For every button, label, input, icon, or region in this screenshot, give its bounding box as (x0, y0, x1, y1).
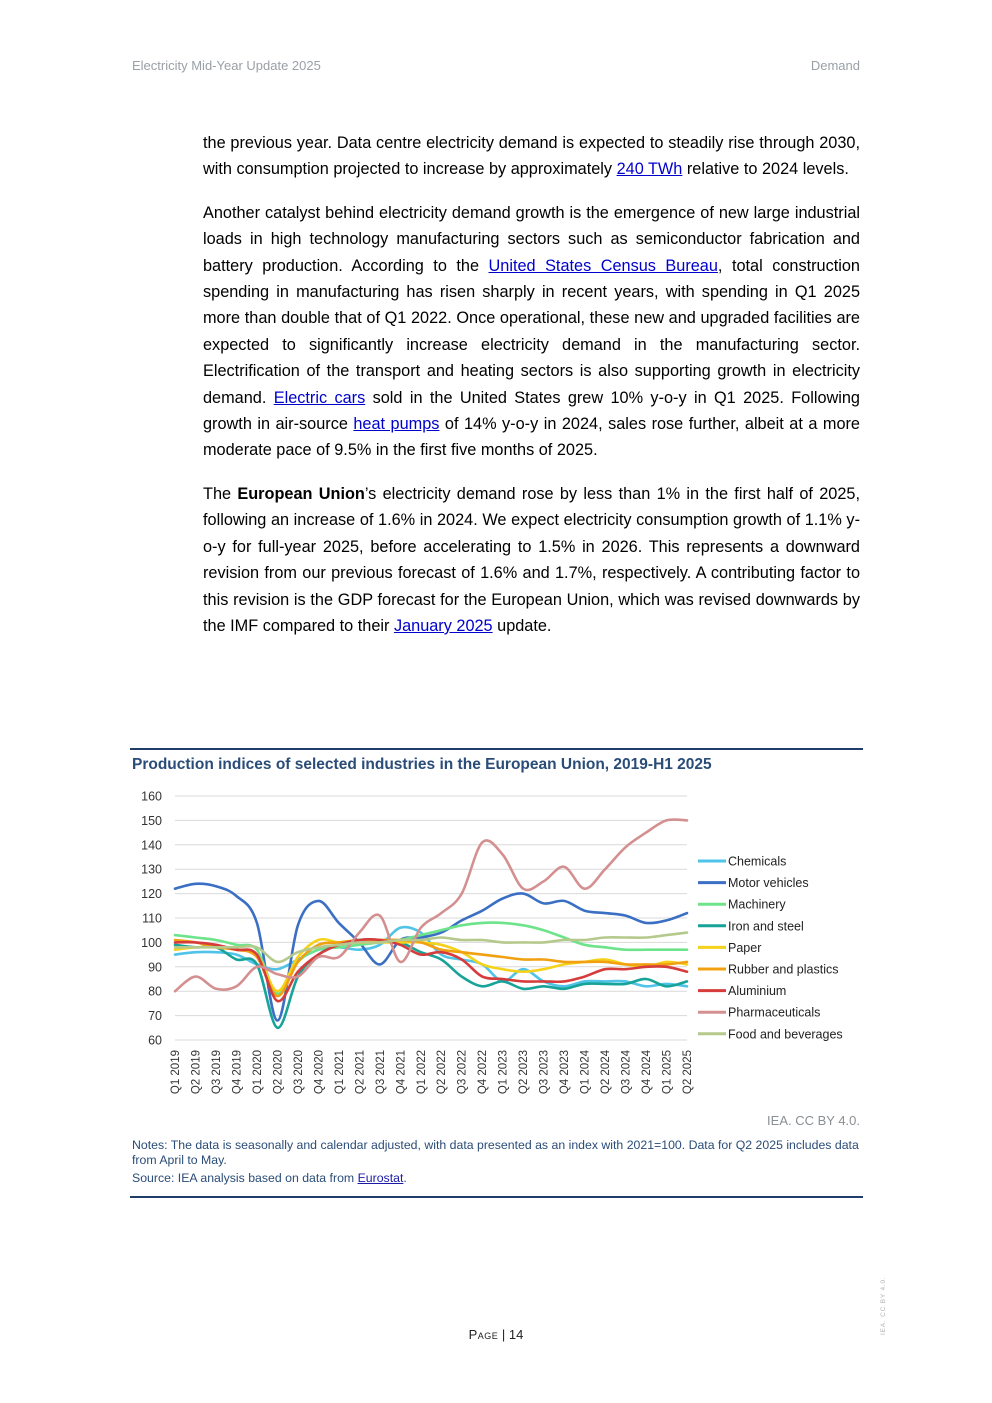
x-tick-label: Q1 2019 (170, 1050, 182, 1095)
x-tick-label: Q1 2021 (333, 1050, 346, 1095)
x-tick-label: Q2 2021 (354, 1050, 367, 1095)
figure-top-rule (130, 748, 863, 750)
legend-label: Aluminium (728, 984, 787, 999)
x-tick-label: Q3 2022 (456, 1050, 469, 1095)
source-prefix: Source: IEA analysis based on data from (132, 1171, 358, 1185)
side-license-text: IEA. CC BY 4.0. (880, 1276, 887, 1335)
link-electric-cars[interactable]: Electric cars (273, 388, 366, 407)
x-tick-label: Q4 2019 (231, 1050, 244, 1095)
legend-label: Rubber and plastics (728, 962, 839, 977)
text-run: , total construction spending in manufacturing has risen sharply in recent years, with spending in Q1 2025 more than double that of Q1 2022. Once operational, these new and upgraded facilities are expected to significantly increase electricity demand in the manufacturing sector. Electrification of the transport and heating sectors is also supporting growth in electricity demand. (203, 256, 860, 407)
link-census-bureau[interactable]: United States Census Bureau (488, 256, 718, 275)
link-240-twh[interactable]: 240 TWh (616, 160, 683, 179)
text-run: the previous year. Data centre electricity demand is expected to steadily rise through 2030, with consumption projected to increase by approximately (203, 134, 860, 179)
x-tick-label: Q1 2025 (661, 1050, 674, 1095)
y-tick-label: 130 (141, 862, 162, 877)
x-tick-label: Q2 2025 (682, 1050, 694, 1095)
y-tick-label: 150 (141, 813, 162, 828)
paragraph-2 (203, 200, 860, 464)
page-separator: | (498, 1327, 509, 1342)
legend-label: Food and beverages (728, 1027, 843, 1042)
production-indices-chart (130, 784, 863, 1109)
legend-label: Machinery (728, 897, 786, 912)
text-run: ’s electricity demand rose by less than 1% in the first half of 2025, following an increase of 1.6% in 2024. We expect electricity consumption growth of 1.1% y-o-y for full-year 2025, before accelerating to 1.5% in 2026. This represents a downward revision from our previous forecast of 1.6% and 1.7%, respectively. A contributing factor to this revision is the GDP forecast for the European Union, which was revised downwards by the IMF compared to their (203, 484, 860, 635)
x-tick-label: Q3 2019 (210, 1050, 223, 1095)
text-run: relative to 2024 levels. (682, 160, 849, 179)
page-number-value: 14 (508, 1327, 524, 1342)
figure-notes (132, 1138, 860, 1189)
page-label: Page (468, 1327, 499, 1342)
page-number (0, 1327, 992, 1342)
figure-title: Production indices of selected industries in the European Union, 2019-H1 2025 (132, 756, 712, 773)
y-tick-label: 120 (141, 887, 162, 902)
paragraph-1 (203, 130, 860, 183)
x-tick-label: Q4 2023 (559, 1050, 572, 1095)
link-eurostat[interactable]: Eurostat (357, 1171, 404, 1185)
x-tick-label: Q2 2024 (600, 1050, 613, 1095)
y-tick-label: 160 (141, 789, 162, 804)
paragraph-3 (203, 481, 860, 639)
x-tick-label: Q3 2020 (292, 1050, 305, 1095)
x-tick-label: Q1 2020 (251, 1050, 264, 1095)
notes-text: Notes: The data is seasonally and calendar adjusted, with data presented as an index with 2021=100. Data for Q2 2025 includes data from April to May. (132, 1138, 859, 1167)
link-heat-pumps[interactable]: heat pumps (353, 415, 440, 434)
y-tick-label: 60 (148, 1033, 162, 1048)
legend-label: Iron and steel (728, 919, 804, 934)
legend-label: Pharmaceuticals (728, 1005, 821, 1020)
text-run: Another catalyst behind electricity demand growth is the emergence of new large industrial loads in high technology manufacturing sectors such as semiconductor fabrication and battery production. According to the (203, 203, 860, 275)
running-header-title: Electricity Mid-Year Update 2025 (132, 58, 321, 73)
x-tick-label: Q3 2023 (538, 1050, 551, 1095)
x-tick-label: Q4 2020 (313, 1050, 326, 1095)
x-tick-label: Q2 2019 (190, 1050, 203, 1095)
x-tick-label: Q2 2020 (272, 1050, 285, 1095)
x-tick-label: Q4 2021 (395, 1050, 408, 1095)
legend-label: Chemicals (728, 854, 787, 869)
x-tick-label: Q4 2022 (477, 1050, 490, 1095)
x-tick-label: Q2 2022 (436, 1050, 449, 1095)
text-run: The (203, 484, 238, 503)
bold-european-union: European Union (237, 484, 365, 503)
text-run: of 14% y-o-y in 2024, sales rose further, albeit at a more moderate pace of 9.5% in the first five months of 2025. (203, 415, 860, 460)
x-tick-label: Q1 2023 (497, 1050, 510, 1095)
source-line (132, 1171, 860, 1186)
x-tick-label: Q3 2024 (620, 1050, 633, 1095)
legend-label: Paper (728, 940, 762, 955)
text-run: sold in the United States grew 10% y-o-y in Q1 2025. Following growth in air-source (203, 388, 860, 434)
source-suffix: . (403, 1171, 407, 1185)
text-run: update. (492, 616, 552, 635)
y-tick-label: 110 (142, 911, 162, 926)
y-tick-label: 90 (148, 960, 162, 975)
running-header-section: Demand (810, 58, 860, 73)
link-january-2025[interactable]: January 2025 (393, 616, 493, 635)
x-tick-label: Q2 2023 (518, 1050, 531, 1095)
body-text (203, 130, 860, 656)
y-tick-label: 100 (141, 935, 162, 950)
x-tick-label: Q4 2024 (641, 1050, 654, 1095)
figure-credit: IEA. CC BY 4.0. (767, 1113, 860, 1128)
legend-label: Motor vehicles (728, 876, 809, 891)
y-tick-label: 80 (148, 984, 162, 999)
y-tick-label: 70 (148, 1009, 162, 1024)
x-tick-label: Q1 2024 (579, 1050, 592, 1095)
y-tick-label: 140 (141, 838, 162, 853)
x-tick-label: Q1 2022 (415, 1050, 428, 1095)
figure-bottom-rule (130, 1196, 863, 1198)
x-tick-label: Q3 2021 (374, 1050, 387, 1095)
